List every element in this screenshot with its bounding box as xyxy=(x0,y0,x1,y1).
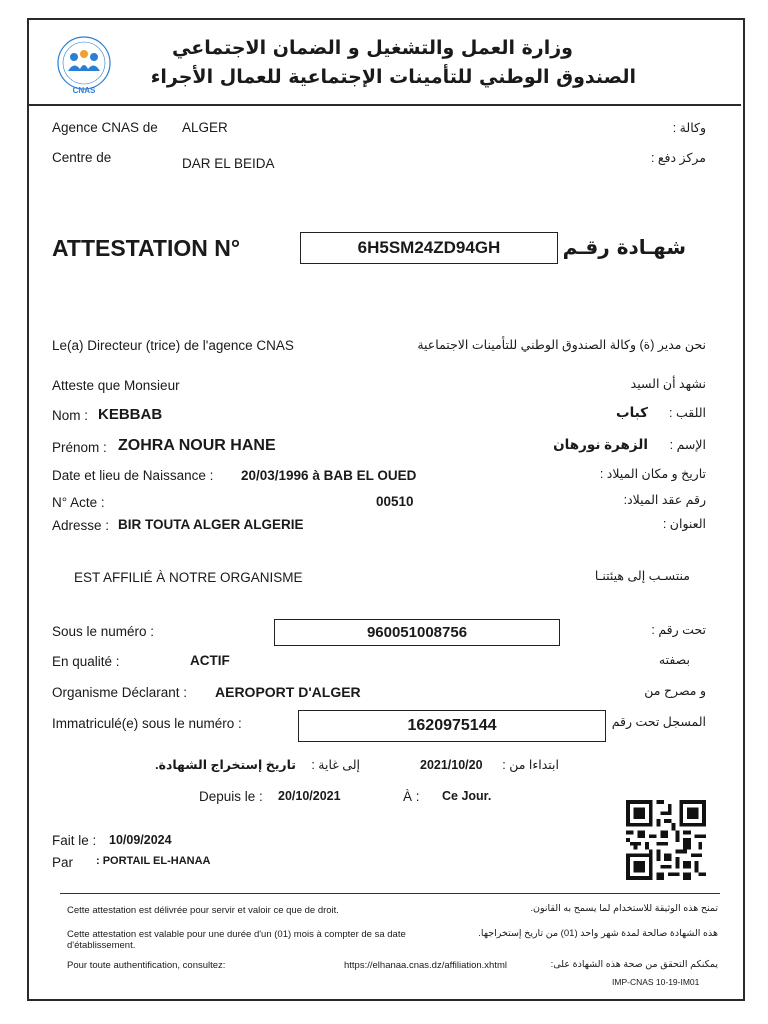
cnas-logo xyxy=(50,35,118,97)
organisme-label: Organisme Déclarant : xyxy=(52,685,188,700)
prenom-label: Prénom : xyxy=(52,440,107,455)
naissance-label-ar: تاريخ و مكان الميلاد : xyxy=(599,467,706,481)
footer-line3-ar: يمكنكم التحقق من صحة هذه الشهادة على: xyxy=(550,959,718,970)
centre-label: Centre de xyxy=(52,150,112,165)
centre-label-ar: مركز دفع : xyxy=(650,151,706,165)
organisme-label-ar: و مصرح من xyxy=(644,684,706,698)
auth-url[interactable]: https://elhanaa.cnas.dz/affiliation.xhtml xyxy=(344,960,508,971)
qualite-label: En qualité : xyxy=(52,654,120,669)
acte-label-ar: رقم عقد الميلاد: xyxy=(623,493,706,507)
document-header xyxy=(27,18,741,106)
prenom-value-ar: الزهرة نورهان xyxy=(553,437,648,452)
adresse-label-ar: العنوان : xyxy=(662,517,706,531)
footer-line1: Cette attestation est délivrée pour servir et valoir ce que de droit. xyxy=(67,905,339,916)
affiliation-text-ar: منتسـب إلى هيئتنـا xyxy=(594,569,690,583)
affiliation-text: EST AFFILIÉ À NOTRE ORGANISME xyxy=(74,570,303,585)
qualite-value: ACTIF xyxy=(190,653,230,668)
par-label: Par xyxy=(52,855,74,870)
centre-value: DAR EL BEIDA xyxy=(182,156,275,171)
director-text-ar: نحن مدير (ة) وكالة الصندوق الوطني للتأمينات الاجتماعية xyxy=(417,338,706,352)
numero-label: Sous le numéro : xyxy=(52,624,155,639)
nom-label-ar: اللقب : xyxy=(669,406,706,420)
agency-label-ar: وكالة : xyxy=(672,121,706,135)
period-from-label: Depuis le : xyxy=(199,789,263,804)
prenom-value: ZOHRA NOUR HANE xyxy=(118,437,276,454)
agency-value: ALGER xyxy=(182,120,228,135)
prenom-label-ar: الإسم : xyxy=(669,438,706,452)
period-to-value-ar: تاريخ إستخراج الشهادة. xyxy=(155,758,296,772)
period-from-value: 20/10/2021 xyxy=(278,789,341,803)
adresse-label: Adresse : xyxy=(52,518,110,533)
numero-label-ar: تحت رقم : xyxy=(651,623,706,637)
attest-text: Atteste que Monsieur xyxy=(52,378,180,393)
director-text: Le(a) Directeur (trice) de l'agence CNAS xyxy=(52,338,294,353)
attest-text-ar: نشهد أن السيد xyxy=(630,377,706,391)
period-to-label: À : xyxy=(403,789,420,804)
numero-value: 960051008756 xyxy=(274,619,560,646)
immatriculation-label-ar: المسجل تحت رقم xyxy=(611,715,706,729)
footer-line3: Pour toute authentification, consultez: xyxy=(67,960,226,971)
period-to-value: Ce Jour. xyxy=(442,789,492,803)
period-from-value-ar: 2021/10/20 xyxy=(420,758,483,772)
footer-line1-ar: تمنح هذه الوثيقة للاستخدام لما يسمح به القانون. xyxy=(530,903,718,914)
par-value: : PORTAIL EL-HANAA xyxy=(96,855,211,867)
ministry-title: وزارة العمل والتشغيل و الضمان الاجتماعي xyxy=(172,37,573,59)
fund-title: الصندوق الوطني للتأمينات الإجتماعية للعمال الأجراء xyxy=(150,66,636,88)
period-from-label-ar: ابتداءا من : xyxy=(502,758,559,772)
form-reference: IMP-CNAS 10-19-IM01 xyxy=(612,977,700,987)
naissance-label: Date et lieu de Naissance : xyxy=(52,468,214,483)
attestation-title-ar: شهـادة رقـم xyxy=(562,235,686,259)
nom-value-ar: كباب xyxy=(616,405,648,420)
logo-text: CNAS xyxy=(72,86,96,95)
qr-code xyxy=(624,800,708,880)
attestation-number: 6H5SM24ZD94GH xyxy=(300,232,558,264)
acte-label: N° Acte : xyxy=(52,495,105,510)
immatriculation-label: Immatriculé(e) sous le numéro : xyxy=(52,716,242,731)
footer-line2-ar: هذه الشهادة صالحة لمدة شهر واحد (01) من تاريخ إستخراجها. xyxy=(478,928,718,939)
nom-label: Nom : xyxy=(52,408,89,423)
naissance-value: 20/03/1996 à BAB EL OUED xyxy=(241,468,417,483)
qualite-label-ar: بصفته xyxy=(658,653,690,667)
fait-value: 10/09/2024 xyxy=(109,833,172,847)
fait-label: Fait le : xyxy=(52,833,97,848)
nom-value: KEBBAB xyxy=(98,406,163,423)
footer-line2: Cette attestation est valable pour une durée d'un (01) mois à compter de sa date d'établissement. xyxy=(67,929,406,951)
attestation-title: ATTESTATION N° xyxy=(52,235,241,261)
agency-label: Agence CNAS de xyxy=(52,120,158,135)
adresse-value: BIR TOUTA ALGER ALGERIE xyxy=(118,517,304,532)
period-to-label-ar: إلى غاية : xyxy=(311,758,360,772)
footer-divider xyxy=(60,893,720,894)
immatriculation-value: 1620975144 xyxy=(298,710,606,742)
organisme-value: AEROPORT D'ALGER xyxy=(215,684,361,700)
acte-value: 00510 xyxy=(376,494,414,509)
